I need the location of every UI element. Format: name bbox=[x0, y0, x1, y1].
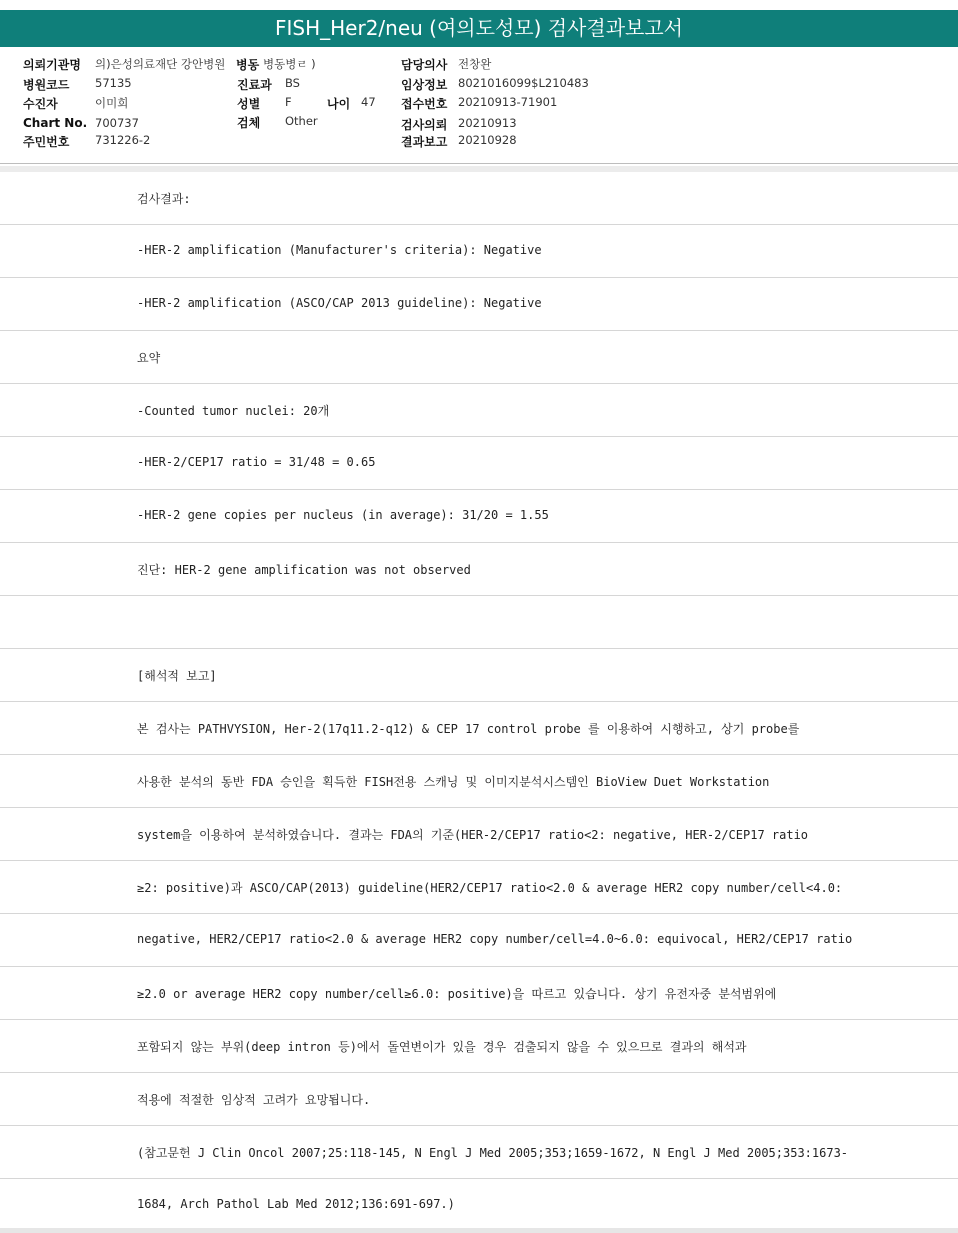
report-date-label: 결과보고 bbox=[401, 135, 448, 149]
request-label: 검사의뢰 bbox=[401, 118, 448, 132]
ward-value: 병동병ㄹ ) bbox=[263, 57, 316, 71]
patient-value: 이미희 bbox=[95, 96, 129, 110]
result-line-text: 1684, Arch Pathol Lab Med 2012;136:691-697.) bbox=[137, 1197, 455, 1211]
result-line bbox=[0, 914, 958, 967]
result-line bbox=[0, 755, 958, 808]
hospital-code-value: 57135 bbox=[95, 76, 132, 90]
result-line-text: -HER-2 amplification (Manufacturer's criteria): Negative bbox=[137, 243, 542, 257]
result-line-text: -HER-2/CEP17 ratio = 31/48 = 0.65 bbox=[137, 455, 376, 469]
patient-label: 수진자 bbox=[23, 97, 58, 111]
result-line bbox=[0, 702, 958, 755]
receipt-value: 20210913-71901 bbox=[458, 95, 558, 109]
result-line-text: -HER-2 gene copies per nucleus (in average): 31/20 = 1.55 bbox=[137, 508, 549, 522]
institution-label: 의뢰기관명 bbox=[23, 58, 81, 72]
bottom-scroll-strip bbox=[0, 1228, 958, 1233]
sex-label: 성별 bbox=[237, 97, 261, 111]
result-line-text: [해석적 보고] bbox=[137, 669, 217, 683]
result-line-text: -HER-2 amplification (ASCO/CAP 2013 guideline): Negative bbox=[137, 296, 542, 310]
age-label: 나이 bbox=[327, 97, 351, 111]
result-line bbox=[0, 331, 958, 384]
report-header bbox=[0, 47, 958, 167]
result-line bbox=[0, 967, 958, 1020]
doctor-label: 담당의사 bbox=[401, 58, 448, 72]
clinical-label: 임상정보 bbox=[401, 78, 448, 92]
chart-value: 700737 bbox=[95, 116, 139, 130]
result-line bbox=[0, 649, 958, 702]
ward-label: 병동 bbox=[236, 58, 260, 72]
result-line bbox=[0, 1126, 958, 1179]
result-line-text: 적용에 적절한 임상적 고려가 요망됩니다. bbox=[137, 1093, 371, 1107]
chart-label: Chart No. bbox=[23, 116, 88, 130]
hospital-code-label: 병원코드 bbox=[23, 78, 70, 92]
result-line bbox=[0, 596, 958, 649]
result-line bbox=[0, 437, 958, 490]
sex-value: F bbox=[285, 95, 292, 109]
result-line bbox=[0, 384, 958, 437]
department-label: 진료과 bbox=[237, 78, 272, 92]
institution-value: 의)은성의료재단 강안병원 bbox=[95, 57, 226, 71]
specimen-label: 검체 bbox=[237, 116, 261, 130]
result-line-text: 요약 bbox=[137, 351, 161, 365]
resident-label: 주민번호 bbox=[23, 135, 70, 149]
result-line bbox=[0, 861, 958, 914]
receipt-label: 접수번호 bbox=[401, 97, 448, 111]
result-line-text: -Counted tumor nuclei: 20개 bbox=[137, 404, 330, 418]
result-lines bbox=[0, 172, 958, 1232]
result-line bbox=[0, 1073, 958, 1126]
result-line-text: 본 검사는 PATHVYSION, Her-2(17q11.2-q12) & CEP 17 control probe 를 이용하여 시행하고, 상기 probe를 bbox=[137, 722, 800, 736]
doctor-value: 전창완 bbox=[458, 57, 492, 71]
result-line bbox=[0, 172, 958, 225]
department-value: BS bbox=[285, 76, 300, 90]
result-line-text: 포함되지 않는 부위(deep intron 등)에서 돌연변이가 있을 경우 검출되지 않을 수 있으므로 결과의 해석과 bbox=[137, 1040, 747, 1054]
clinical-value: 8021016099$L210483 bbox=[458, 76, 589, 90]
result-line bbox=[0, 490, 958, 543]
report-title: FISH_Her2/neu (여의도성모) 검사결과보고서 bbox=[0, 10, 958, 47]
request-value: 20210913 bbox=[458, 116, 517, 130]
specimen-value: Other bbox=[285, 114, 318, 128]
result-line-text: negative, HER2/CEP17 ratio<2.0 & average HER2 copy number/cell=4.0~6.0: equivocal, HER2/CEP17 ratio bbox=[137, 932, 853, 946]
result-line-text: (참고문헌 J Clin Oncol 2007;25:118-145, N Engl J Med 2005;353;1659-1672, N Engl J Med 2005;353:1673- bbox=[137, 1146, 849, 1160]
result-line-text: ≥2: positive)과 ASCO/CAP(2013) guideline(HER2/CEP17 ratio<2.0 & average HER2 copy number/cell<4.0: bbox=[137, 881, 843, 895]
result-line bbox=[0, 225, 958, 278]
result-line-text: 진단: HER-2 gene amplification was not observed bbox=[137, 563, 471, 577]
result-line bbox=[0, 278, 958, 331]
result-line bbox=[0, 808, 958, 861]
result-line-text: system을 이용하여 분석하였습니다. 결과는 FDA의 기준(HER-2/CEP17 ratio<2: negative, HER-2/CEP17 ratio bbox=[137, 828, 809, 842]
report-date-value: 20210928 bbox=[458, 133, 517, 147]
resident-value: 731226-2 bbox=[95, 133, 151, 147]
result-line-text: ≥2.0 or average HER2 copy number/cell≥6.0: positive)을 따르고 있습니다. 상기 유전자중 분석범위에 bbox=[137, 987, 777, 1001]
result-line bbox=[0, 543, 958, 596]
result-line-text: 사용한 분석의 동반 FDA 승인을 획득한 FISH전용 스캐닝 및 이미지분석시스템인 BioView Duet Workstation bbox=[137, 775, 770, 789]
result-line bbox=[0, 1020, 958, 1073]
result-line bbox=[0, 1179, 958, 1232]
age-value: 47 bbox=[361, 95, 376, 109]
result-line-text: 검사결과: bbox=[137, 192, 191, 206]
header-divider bbox=[0, 163, 958, 164]
